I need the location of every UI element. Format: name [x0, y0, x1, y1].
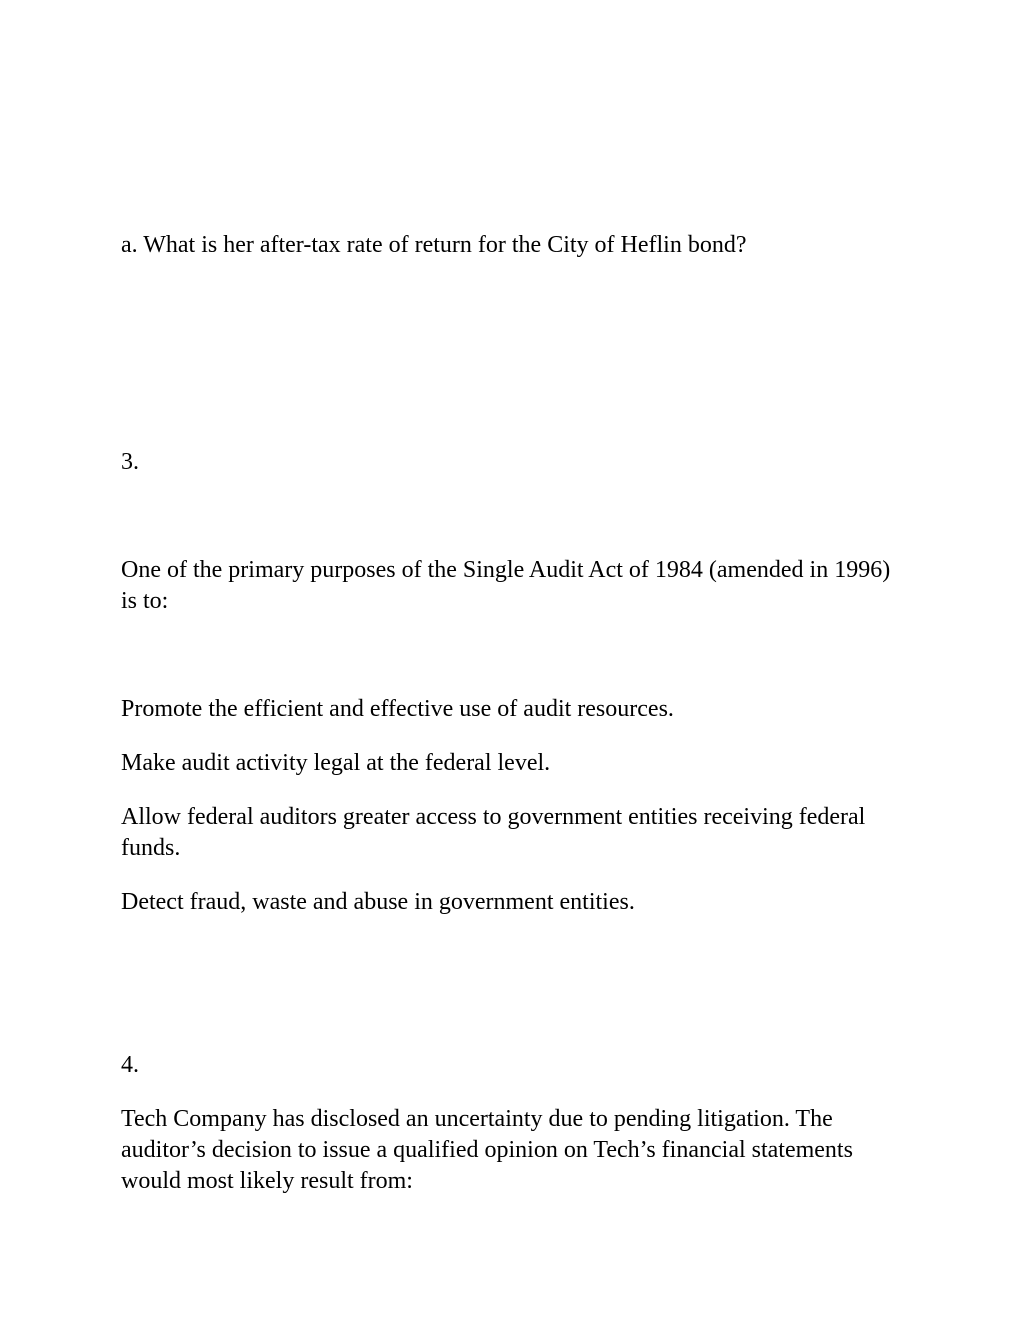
question-3-option-4: Detect fraud, waste and abuse in government entities. [121, 889, 635, 915]
question-3-stem: One of the primary purposes of the Single Audit Act of 1984 (amended in 1996) is to: [121, 557, 891, 614]
question-3-option-1: Promote the efficient and effective use of audit resources. [121, 696, 674, 722]
question-4-number: 4. [121, 1052, 139, 1078]
question-4-stem: Tech Company has disclosed an uncertainty due to pending litigation. The auditor’s decision to issue a qualified opinion on Tech’s financial statements would most likely result from: [121, 1106, 853, 1194]
question-2a-text: a. What is her after-tax rate of return for the City of Heflin bond? [121, 232, 747, 258]
question-3-number: 3. [121, 449, 139, 475]
question-3-option-3: Allow federal auditors greater access to government entities receiving federal funds. [121, 804, 866, 861]
question-3-option-2: Make audit activity legal at the federal level. [121, 750, 551, 776]
